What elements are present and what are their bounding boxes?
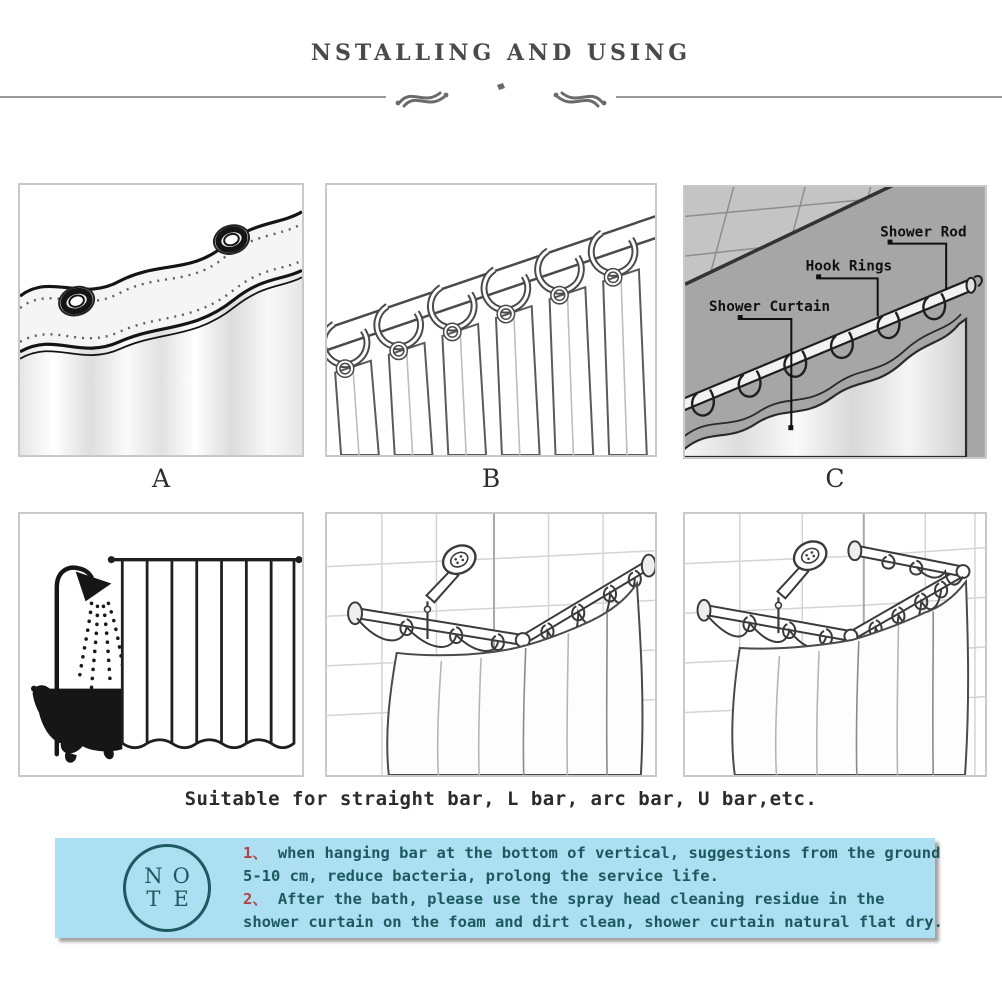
- panel-e-corner-rod-illustration: [325, 512, 657, 777]
- panel-f-u-rod-illustration: [683, 512, 987, 777]
- panel-d-bathtub-illustration: [18, 512, 304, 777]
- note-badge-letter: N: [144, 864, 163, 888]
- water-spray-dots: [79, 603, 125, 687]
- shower-rod-label: Shower Rod: [880, 224, 967, 241]
- hook-rings-label: Hook Rings: [805, 258, 893, 275]
- curtain-pleats: [335, 269, 647, 455]
- panel-a-grommet-illustration: [18, 183, 304, 457]
- hook-rings-rod-drawing: [327, 185, 655, 455]
- bathtub-curtain-drawing: [20, 514, 302, 775]
- curtain-on-rod: [122, 560, 294, 748]
- note-item-text: After the bath, please use the spray head cleaning residue in the: [277, 890, 885, 908]
- suitable-bars-text: Suitable for straight bar, L bar, arc bar, U bar,etc.: [184, 788, 818, 810]
- divider-ornament-icon: [0, 82, 1002, 112]
- note-box: [55, 838, 943, 938]
- panel-c-caption: C: [825, 464, 845, 493]
- hook-ring-icons: [327, 221, 644, 375]
- u-bar-drawing: [685, 514, 985, 775]
- note-item-number: 1、: [243, 844, 268, 862]
- note-text-block: [243, 842, 943, 934]
- note-item-line: 5-10 cm, reduce bacteria, prolong the service life.: [243, 867, 719, 885]
- bathtub-icon: [31, 685, 122, 762]
- labelled-parts-drawing: [685, 187, 985, 457]
- shower-curtain-label: Shower Curtain: [708, 299, 831, 316]
- curtain-body: [732, 581, 968, 775]
- page-title: NSTALLING AND USING: [310, 40, 692, 66]
- note-item-number: 2、: [243, 890, 268, 908]
- panel-a-caption: A: [151, 464, 171, 493]
- note-item-line: [243, 842, 943, 865]
- panel-b-caption: B: [481, 464, 501, 493]
- panel-b-hooks-illustration: [325, 183, 657, 457]
- note-badge-icon: [123, 844, 211, 932]
- note-badge-letter: E: [173, 887, 189, 911]
- grommet-curtain-drawing: [20, 185, 302, 455]
- panel-c-labelled-illustration: [683, 185, 987, 459]
- note-badge-letter: O: [172, 864, 190, 888]
- note-item-line: [243, 888, 943, 911]
- note-badge-letter: T: [146, 887, 161, 911]
- note-item-line: shower curtain on the foam and dirt clean, shower curtain natural flat dry.: [243, 913, 943, 931]
- l-bar-drawing: [327, 514, 655, 775]
- note-item-text: when hanging bar at the bottom of vertical, suggestions from the ground: [277, 844, 941, 862]
